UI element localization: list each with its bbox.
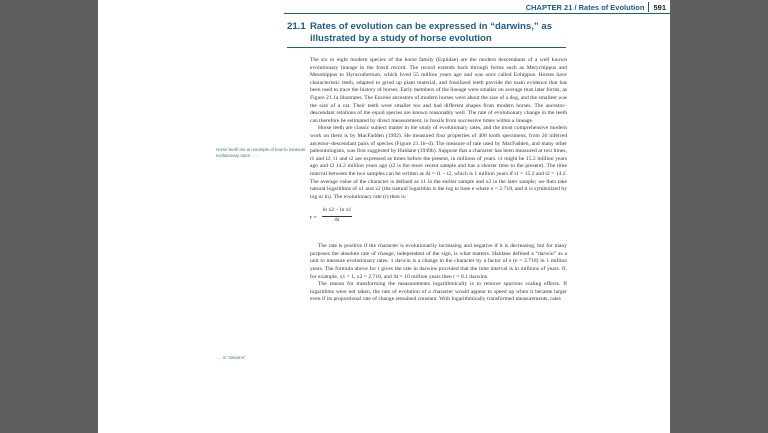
paragraph: Horse teeth are classic subject matter in the study of evolutionary rates, and the most comprehensive modern work on them is by MacFadden (1992). He measured four properties of 408 tooth specimens, from 26 inferred ancestor–descendant pairs of species (Figure 21.1b–d). The measure of rate used by MacFadden, and many other paleontologists, was first suggested by Haldane (1949b). Suppose that a character has been measured at two times, t1 and t2; t1 and t2 are expressed as times before the present, in millions of years. t1 might be 15.2 million years ago and t2 14.2 million years ago (t2 is the more recent sample and has a shorter time to the present). The time interval between the two samples can be written as Δt = t1 − t2, which is 1 million years if t1 = 15.2 and t2 = 14.2. The average value of the character is defined as x1 in the earlier sample and x2 in the later sample; we then take natural logarithms of x1 and x2 (the natural logarithm is the log to base e where e = 2.718, and it is symbolized by log or ln). The evolutionary rate (r) then is:	[310, 125, 567, 200]
document-page	[98, 0, 670, 433]
margin-note: . . . in “darwins”	[216, 355, 246, 360]
section-heading	[287, 21, 587, 45]
running-header	[526, 2, 666, 12]
equation-denominator: Δt	[334, 217, 340, 224]
equation-lhs: r =	[310, 215, 317, 222]
paragraph: The six to eight modern species of the horse family (Equidae) are the modern descendants of a well known evolutionary lineage in the fossil record. The record extends back through forms such as Merychippus and Mesohippus to Hyracotherium, which lived 55 million years ago and was once called Eohippus. Horses have characteristic teeth, adapted to grind up plant material, and fossilized teeth provide the main evidence that has been used to trace the history of horses. Early members of the lineage were smaller on average than later forms, as Figure 21.1a illustrates. The Eocene ancestors of modern horses were about the size of a dog, and the smallest was the size of a cat. Their teeth were smaller too and had different shapes from modern horses. The ancestor–descendant relations of the equid species are known reasonably well. The rate of evolutionary change in the teeth can therefore be estimated by direct measurement, in fossils from successive times within a lineage.	[310, 57, 567, 124]
section-title-line2: illustrated by a study of horse evolution	[310, 33, 492, 44]
chapter-heading: CHAPTER 21 / Rates of Evolution	[525, 2, 645, 12]
body-text	[310, 57, 567, 304]
header-divider	[648, 2, 649, 12]
title-rule	[287, 47, 566, 48]
margin-note: Horse teeth are an example of how to measure evolutionary rates . . .	[216, 147, 306, 158]
equation-fraction	[322, 207, 352, 225]
paragraph: The reason for transforming the measurements logarithmically is to remove spurious scaling effects. If logarithms were not taken, the rate of evolution of a character would appear to speed up when it became larger even if its proportional rate of change remained constant. With logarithmically transformed measurements, rates	[310, 281, 567, 303]
section-title-line1: Rates of evolution can be expressed in “darwins,” as	[310, 21, 553, 32]
paragraph: The rate is positive if the character is evolutionarily increasing and negative if it is decreasing, but for many purposes the absolute rate of change, independent of the sign, is what matters. Haldane defined a “darwin” as a unit to measure evolutionary rates: 1 darwin is a change in the character by a factor of e (e = 2.718) in 1 million years. The formula above for r gives the rate in darwins provided that the time interval is in millions of years. If, for example, x1 = 1, x2 = 2.718, and Δt = 10 million years then r = 0.1 darwins.	[310, 243, 567, 280]
rate-equation	[310, 207, 567, 233]
equation-numerator: ln x2 − ln x1	[322, 207, 352, 214]
fraction-bar	[322, 216, 352, 217]
page-number: 591	[653, 2, 666, 12]
header-rule	[284, 13, 670, 14]
section-number: 21.1	[287, 21, 306, 32]
